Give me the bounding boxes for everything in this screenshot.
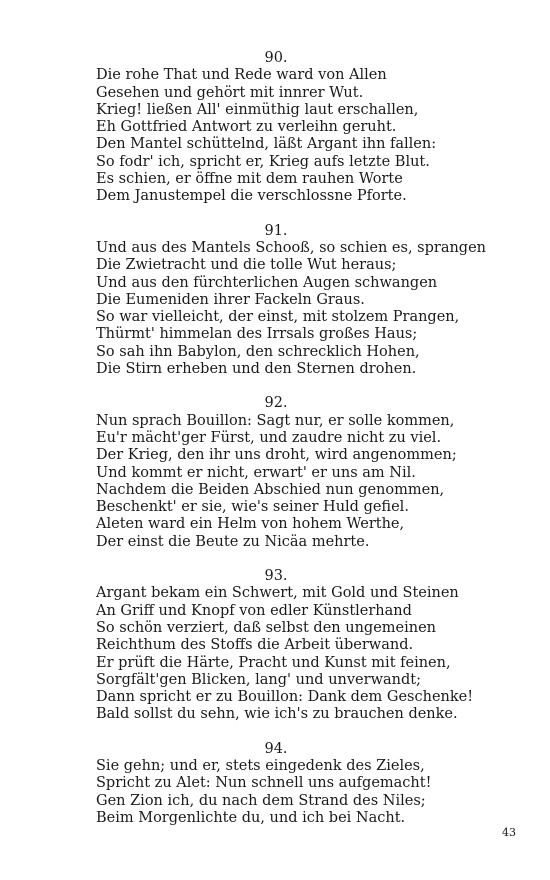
- verse-line: Gesehen und gehört mit innrer Wut.: [96, 84, 364, 101]
- stanza-number: 91.: [264, 222, 288, 239]
- verse-line: Beschenkt' er sie, wie's seiner Huld gefiel.: [96, 499, 409, 516]
- stanza-number: 90.: [264, 50, 288, 66]
- page-number: 43: [502, 826, 516, 839]
- verse-line: Den Mantel schüttelnd, läßt Argant ihn fallen:: [96, 136, 437, 153]
- verse-line: Thürmt' himmelan des Irrsals großes Haus;: [96, 326, 418, 343]
- verse-line: So war vielleicht, der einst, mit stolzem Prangen,: [96, 309, 460, 326]
- verse-line: Spricht zu Alet: Nun schnell uns aufgemacht!: [96, 775, 432, 792]
- verse-line: Der einst die Beute zu Nicäa mehrte.: [96, 533, 370, 550]
- verse-line: Die Zwietracht und die tolle Wut heraus;: [96, 257, 397, 274]
- verse-line: Sorgfält'gen Blicken, lang' und unverwandt;: [96, 671, 421, 688]
- verse-line: Die rohe That und Rede ward von Allen: [96, 67, 387, 84]
- verse-line: Bald sollst du sehn, wie ich's zu brauchen denke.: [96, 706, 458, 723]
- verse-line: Nun sprach Bouillon: Sagt nur, er solle kommen,: [96, 412, 455, 429]
- verse-line: Aleten ward ein Helm von hohem Werthe,: [96, 516, 405, 533]
- stanza-94: [96, 741, 456, 827]
- stanza-90: [96, 50, 456, 206]
- verse-line: Und aus den fürchterlichen Augen schwangen: [96, 274, 438, 291]
- verse-line: Gen Zion ich, du nach dem Strand des Niles;: [96, 792, 426, 809]
- verse-line: Krieg! ließen All' einmüthig laut erschallen,: [96, 101, 419, 118]
- verse-line: Dem Janustempel die verschlossne Pforte.: [96, 188, 407, 205]
- verse-line: Und aus des Mantels Schooß, so schien es, sprangen: [96, 239, 487, 256]
- verse-line: So fodr' ich, spricht er, Krieg aufs letzte Blut.: [96, 153, 430, 170]
- verse-line: Argant bekam ein Schwert, mit Gold und Steinen: [96, 585, 459, 602]
- verse-line: Die Stirn erheben und den Sternen drohen.: [96, 361, 417, 378]
- verse-line: Eu'r mächt'ger Fürst, und zaudre nicht zu viel.: [96, 429, 442, 446]
- poem-text: [96, 50, 487, 844]
- verse-line: So schön verziert, daß selbst den ungemeinen: [96, 619, 437, 636]
- verse-line: Die Eumeniden ihrer Fackeln Graus.: [96, 291, 365, 308]
- stanza-number: 94.: [264, 740, 288, 757]
- verse-line: Beim Morgenlichte du, und ich bei Nacht.: [96, 809, 406, 826]
- verse-line: An Griff und Knopf von edler Künstlerhand: [96, 602, 412, 619]
- verse-line: Reichthum des Stoffs die Arbeit überwand.: [96, 637, 414, 654]
- verse-line: Sie gehn; und er, stets eingedenk des Zieles,: [96, 757, 425, 774]
- stanza-91: [96, 222, 487, 379]
- stanza-92: [96, 395, 456, 551]
- stanza-number: 92.: [264, 395, 288, 412]
- stanza-number: 93.: [264, 568, 288, 585]
- verse-line: Er prüft die Härte, Pracht und Kunst mit feinen,: [96, 654, 451, 671]
- verse-line: So sah ihn Babylon, den schrecklich Hohen,: [96, 343, 420, 360]
- verse-line: Es schien, er öffne mit dem rauhen Worte: [96, 171, 403, 188]
- verse-line: Dann spricht er zu Bouillon: Dank dem Geschenke!: [96, 689, 474, 706]
- verse-line: Nachdem die Beiden Abschied nun genommen,: [96, 481, 445, 498]
- stanza-93: [96, 568, 474, 724]
- verse-line: Eh Gottfried Antwort zu verleihn geruht.: [96, 119, 397, 136]
- verse-line: Der Krieg, den ihr uns droht, wird angenommen;: [96, 447, 457, 464]
- verse-line: Und kommt er nicht, erwart' er uns am Nil.: [96, 464, 416, 481]
